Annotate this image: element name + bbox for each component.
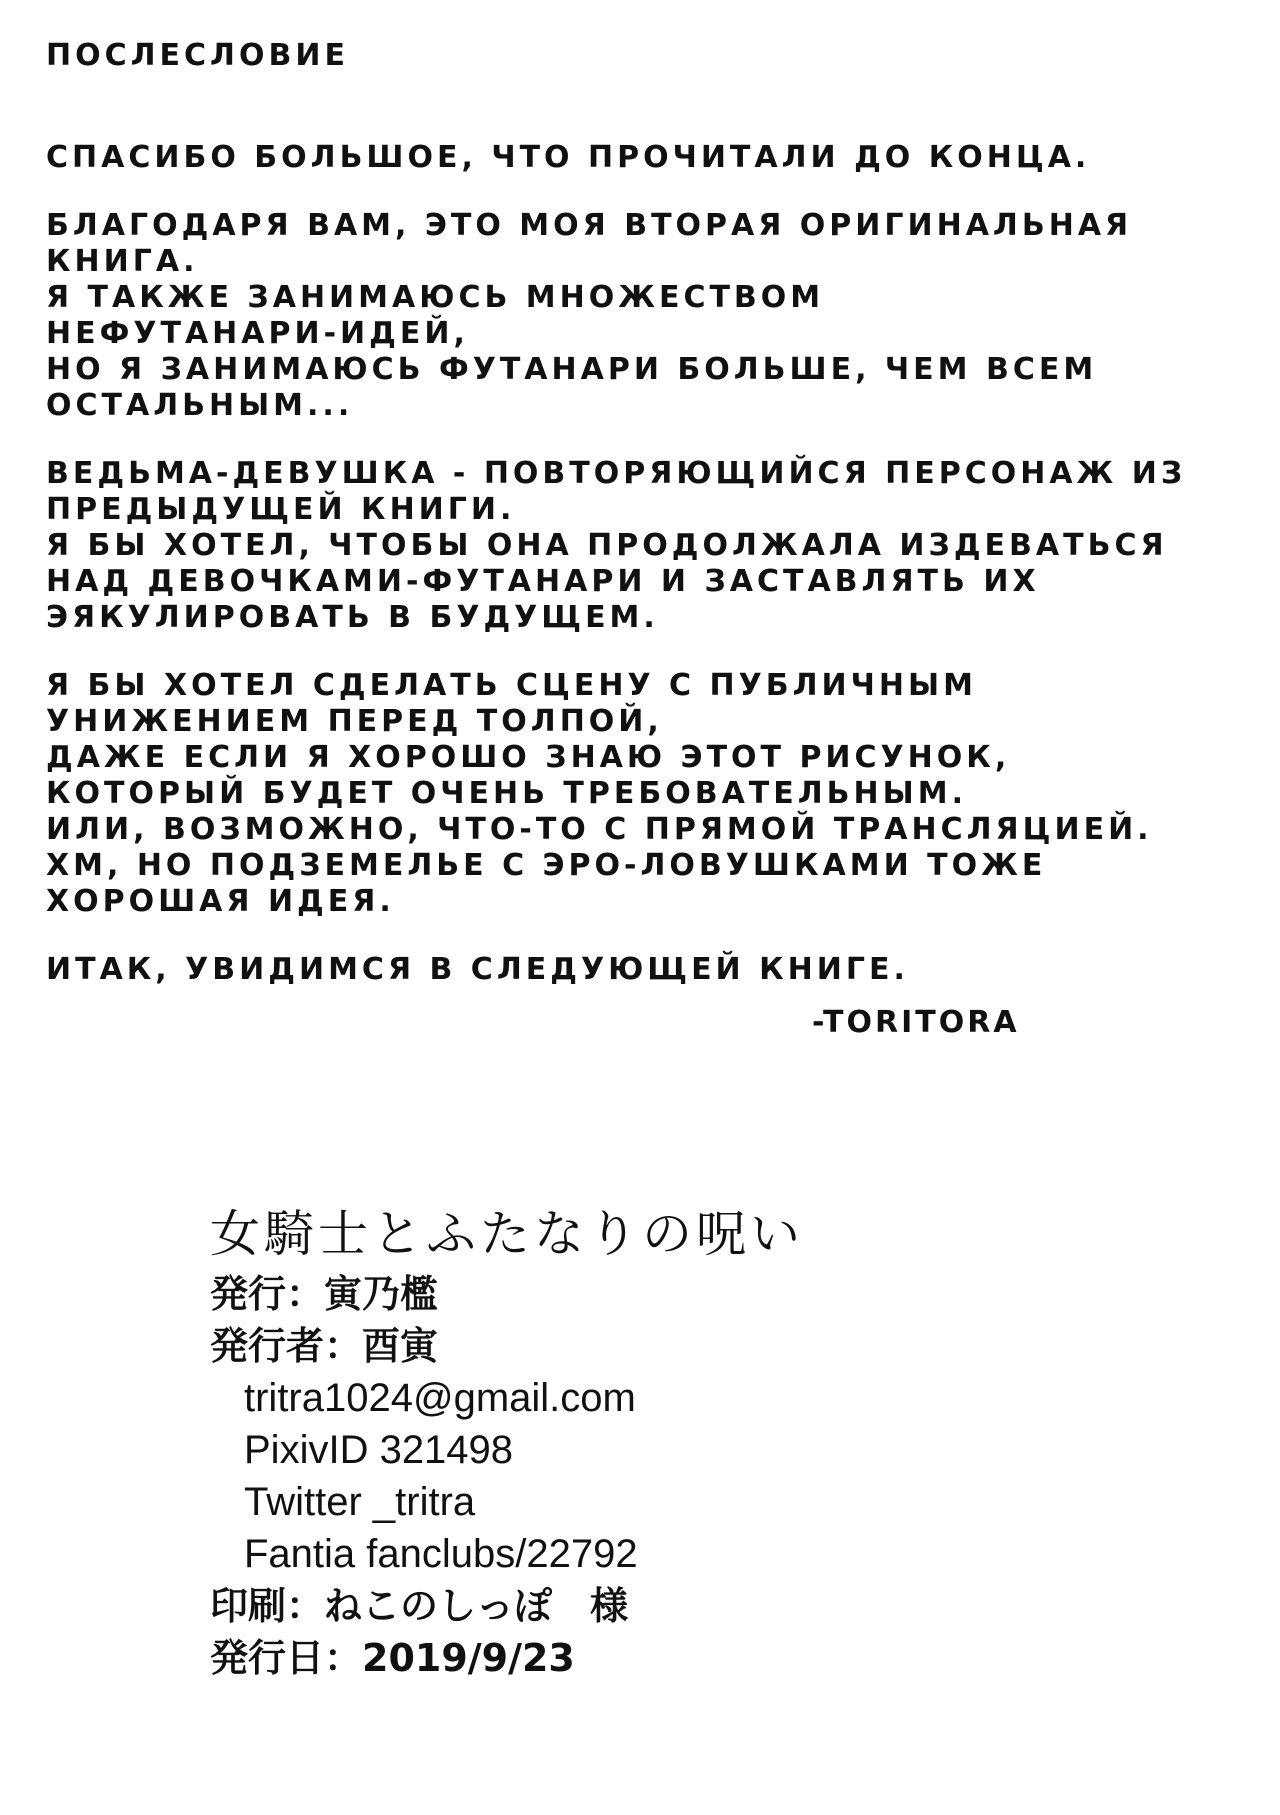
afterword-line: НО Я ЗАНИМАЮСЬ ФУТАНАРИ БОЛЬШЕ, ЧЕМ ВСЕМ [46, 352, 1098, 387]
afterword-line: КНИГА. [46, 244, 199, 279]
afterword-line: ЭЯКУЛИРОВАТЬ В БУДУЩЕМ. [46, 600, 659, 635]
afterword-paragraph-4 [46, 668, 1226, 920]
pixiv-line: PixivID 321498 [244, 1428, 514, 1472]
afterword-line: ХОРОШАЯ ИДЕЯ. [46, 884, 395, 919]
afterword-line: ПРЕДЫДУЩЕЙ КНИГИ. [46, 492, 516, 527]
afterword-paragraph-1 [46, 140, 1226, 176]
afterword-line: НЕФУТАНАРИ-ИДЕЙ, [46, 316, 469, 351]
afterword-title: ПОСЛЕСЛОВИЕ [46, 38, 349, 73]
date-line: 発行日：2019/9/23 [210, 1636, 575, 1680]
afterword-line: ИЛИ, ВОЗМОЖНО, ЧТО-ТО С ПРЯМОЙ ТРАНСЛЯЦИЕЙ. [46, 812, 1153, 847]
afterword-line: ИТАК, УВИДИМСЯ В СЛЕДУЮЩЕЙ КНИГЕ. [46, 952, 909, 987]
afterword-line: ДАЖЕ ЕСЛИ Я ХОРОШО ЗНАЮ ЭТОТ РИСУНОК, [46, 740, 1011, 775]
afterword-paragraph-5 [46, 952, 1226, 988]
afterword-line: Я БЫ ХОТЕЛ, ЧТОБЫ ОНА ПРОДОЛЖАЛА ИЗДЕВАТЬСЯ [46, 528, 1168, 563]
email-line: tritra1024@gmail.com [244, 1376, 636, 1420]
afterword-section [46, 38, 1226, 988]
afterword-line: БЛАГОДАРЯ ВАМ, ЭТО МОЯ ВТОРАЯ ОРИГИНАЛЬНАЯ [46, 208, 1133, 243]
afterword-line: ХМ, НО ПОДЗЕМЕЛЬЕ С ЭРО-ЛОВУШКАМИ ТОЖЕ [46, 848, 1047, 883]
book-title: 女騎士とふたなりの呪い [210, 1205, 804, 1263]
afterword-line: Я БЫ ХОТЕЛ СДЕЛАТЬ СЦЕНУ С ПУБЛИЧНЫМ [46, 668, 977, 703]
afterword-line: Я ТАКЖЕ ЗАНИМАЮСЬ МНОЖЕСТВОМ [46, 280, 825, 315]
afterword-paragraph-3 [46, 456, 1226, 636]
afterword-paragraph-2 [46, 208, 1226, 424]
author-signature: -TORITORA [812, 1005, 1020, 1040]
twitter-line: Twitter _tritra [244, 1480, 476, 1524]
afterword-line: КОТОРЫЙ БУДЕТ ОЧЕНЬ ТРЕБОВАТЕЛЬНЫМ. [46, 776, 967, 811]
printer-line: 印刷：ねこのしっぽ 様 [210, 1584, 629, 1628]
afterword-line: ОСТАЛЬНЫМ... [46, 388, 354, 423]
afterword-line: ВЕДЬМА-ДЕВУШКА - ПОВТОРЯЮЩИЙСЯ ПЕРСОНАЖ ИЗ [46, 456, 1187, 491]
publisher-line: 発行：寅乃檻 [210, 1272, 439, 1316]
colophon [210, 1200, 1110, 1684]
fantia-line: Fantia fanclubs/22792 [244, 1532, 638, 1576]
afterword-line: НАД ДЕВОЧКАМИ-ФУТАНАРИ И ЗАСТАВЛЯТЬ ИХ [46, 564, 1040, 599]
issuer-line: 発行者：酉寅 [210, 1324, 439, 1368]
afterword-line: СПАСИБО БОЛЬШОЕ, ЧТО ПРОЧИТАЛИ ДО КОНЦА. [46, 140, 1091, 175]
afterword-line: УНИЖЕНИЕМ ПЕРЕД ТОЛПОЙ, [46, 704, 663, 739]
